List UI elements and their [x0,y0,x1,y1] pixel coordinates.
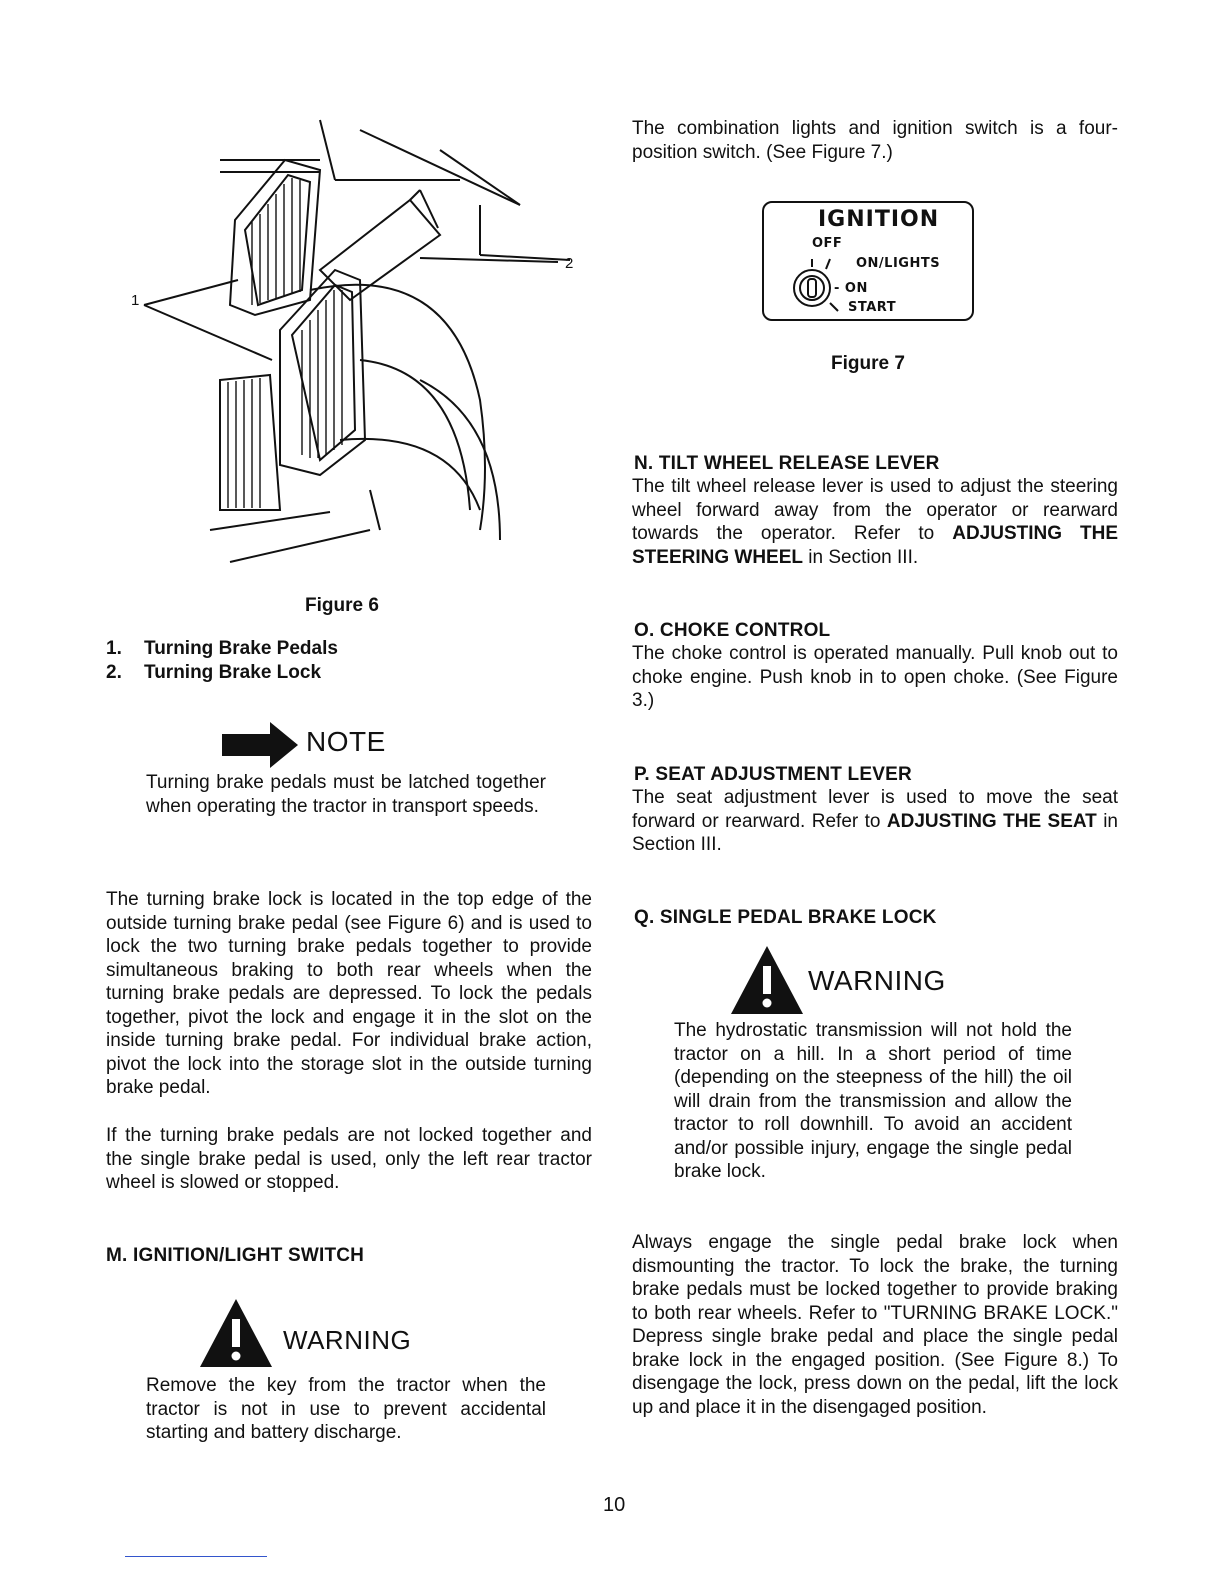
section-q-warning-text: The hydrostatic transmission will not hold the tractor on a hill. In a short period of time (depending on the steepness of the hill) the oil will drain from the transmission and allow the tractor to roll downhill. To avoid an accident and/or possible injury, engage the single pedal brake lock. [674,1020,1072,1182]
ignition-switch-intro: The combination lights and ignition switch is a four-position switch. (See Figure 7.) [632,118,1118,163]
scan-artifact-line [125,1556,267,1557]
section-n-heading: N. TILT WHEEL RELEASE LEVER [634,453,940,474]
ignition-on-lights-label: ON/LIGHTS [856,256,941,271]
turning-brake-lock-paragraph: The turning brake lock is located in the top edge of the outside turning brake pedal (see Figure 6) and is used to lock the two turning brake pedals together to provide simultaneous braking to both rear wheels when the turning brake pedals are depressed. To lock the pedals together, pivot the lock and engage it in the slot on the inside turning brake pedal. For individual brake action, pivot the lock into the storage slot in the outside turning brake pedal. [106,889,592,1098]
brake-pedals-unlocked-paragraph: If the turning brake pedals are not locked together and the single brake pedal is used, only the left rear tractor wheel is slowed or stopped. [106,1125,592,1193]
section-q-text: Always engage the single pedal brake lock when dismounting the tractor. To lock the brake, the turning brake pedals must be locked together to provide braking to both rear wheels. Refer to "TURNING BRAKE LOCK." Depress single brake pedal and place the single pedal brake lock in the engaged position. (See Figure 8.) To disengage the lock, press down on the pedal, lift the lock up and place it in the disengaged position. [632,1232,1118,1418]
legend-item: 2. Turning Brake Lock [106,662,322,683]
section-m-warning-text: Remove the key from the tractor when the tractor is not in use to prevent accidental starting and battery discharge. [146,1375,546,1443]
section-o-heading: O. CHOKE CONTROL [634,620,831,641]
section-o-text: The choke control is operated manually. Pull knob out to choke engine. Push knob in to open choke. (See Figure 3.) [632,643,1118,711]
ignition-title: IGNITION [818,207,940,232]
page-number: 10 [603,1494,626,1516]
ignition-start-label: START [848,300,897,315]
section-m-warning-title: WARNING [283,1325,412,1355]
note-text: Turning brake pedals must be latched together when operating the tractor in transport speeds. [146,772,546,817]
section-p-heading: P. SEAT ADJUSTMENT LEVER [634,764,912,785]
figure-7-ignition-panel [762,201,974,321]
ignition-on-label: - ON [834,281,868,296]
figure-7-caption: Figure 7 [831,353,905,374]
warning-icon [731,946,803,1014]
section-m-heading: M. IGNITION/LIGHT SWITCH [106,1245,365,1266]
warning-icon [200,1299,272,1367]
figure-6-callout-2: 2 [565,255,574,272]
section-q-heading: Q. SINGLE PEDAL BRAKE LOCK [634,907,937,928]
section-p-text: The seat adjustment lever is used to move the seat forward or rearward. Refer to ADJUSTING THE SEAT in Section III. [632,787,1119,855]
legend-item: 1. Turning Brake Pedals [106,638,338,659]
figure-6-legend [106,637,338,685]
ignition-off-label: OFF [812,236,843,251]
note-arrow-icon [222,722,302,768]
figure-6-illustration [120,110,590,580]
section-q-warning-title: WARNING [808,965,946,996]
section-n-text: The tilt wheel release lever is used to adjust the steering wheel forward away from the operator or rearward towards the operator. Refer to ADJUSTING THE STEERING WHEEL in Section III. [632,476,1118,568]
figure-6-callout-1: 1 [131,292,140,309]
note-title: NOTE [306,726,386,757]
figure-6-caption: Figure 6 [305,595,379,616]
